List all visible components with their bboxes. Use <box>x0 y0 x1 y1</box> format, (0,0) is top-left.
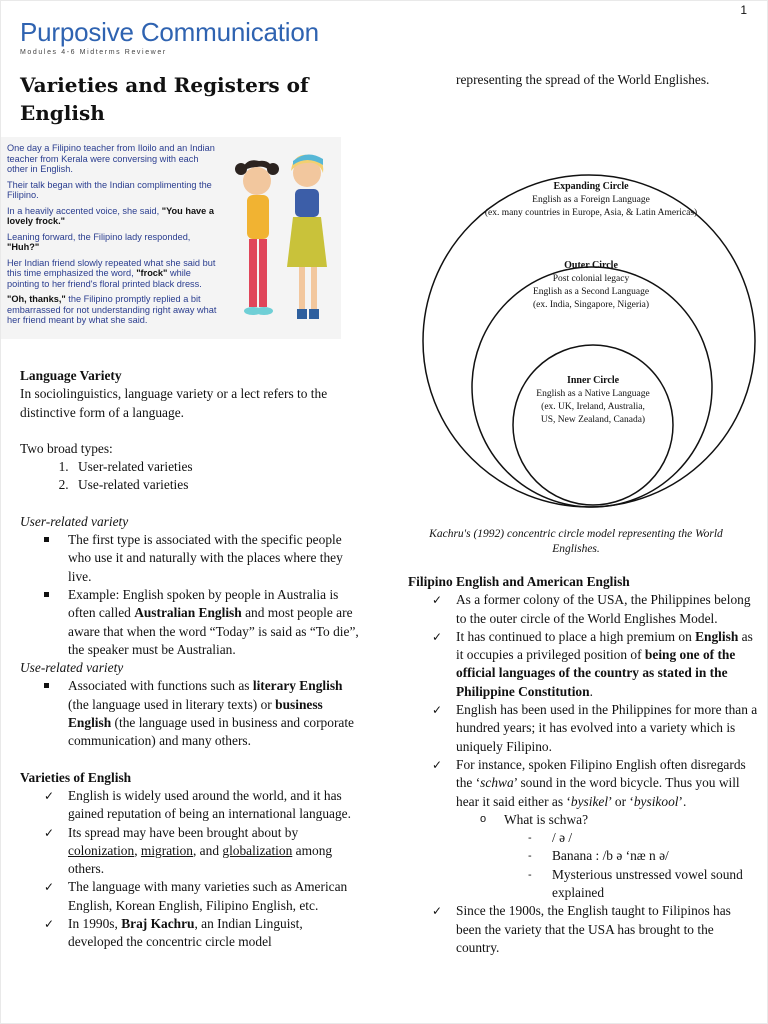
story-text-span: while pointing to her friend's floral printed black dress. <box>7 268 202 289</box>
document-subtitle: Modules 4-6 Midterms Reviewer <box>20 49 167 56</box>
list-item <box>504 811 758 902</box>
heading-language-variety: Language Variety <box>20 368 122 383</box>
story-text-span: In a heavily accented voice, she said, <box>7 205 162 216</box>
list-item: ✓ English has been used in the Philippines for more than a hundred years; it has evolved into a variety which is uniquely Filipino. <box>456 701 758 756</box>
list-item: ✓ As a former colony of the USA, the Philippines belong to the outer circle of the World Englishes Model. <box>456 591 758 628</box>
inner-circle <box>513 345 673 505</box>
continuation-text: representing the spread of the World Englishes. <box>456 72 710 87</box>
text-span: ’ or ‘ <box>608 793 634 809</box>
list-item <box>456 628 758 701</box>
types-intro: Two broad types: <box>20 440 113 456</box>
schwa-list <box>456 811 758 902</box>
list-item <box>68 824 360 879</box>
expanding-line: (ex. many countries in Europe, Asia, & Latin Americas) <box>484 208 698 218</box>
underlined-term: colonization <box>68 842 135 858</box>
schwa-detail-list <box>504 829 758 902</box>
outer-line: Post colonial legacy <box>552 274 630 284</box>
list-item <box>68 586 360 659</box>
list-item: ✓ English is widely used around the world, and it has gained reputation of being an international language. <box>68 787 360 824</box>
filipino-english-section <box>408 573 758 957</box>
text-span: as it occupies a privileged position of <box>456 628 753 663</box>
text-span: , and <box>192 842 223 858</box>
heading-filipino-american: Filipino English and American English <box>408 574 630 589</box>
list-item: ✓ The language with many varieties such as American English, Korean English, Filipino English, etc. <box>68 878 360 915</box>
text-span: and most people are aware that when the word “Today” is said as “To die”, the speaker must be Australian. <box>68 605 359 657</box>
heading-varieties: Varieties of English <box>20 769 132 785</box>
text-span: In 1990s, <box>68 916 122 932</box>
user-related-list <box>20 531 360 659</box>
expanding-line: English as a Foreign Language <box>532 195 650 205</box>
bold-term: Braj Kachru <box>121 916 195 932</box>
story-illustration <box>1 137 341 339</box>
inner-line: (ex. UK, Ireland, Australia, <box>541 402 645 412</box>
concentric-circle-diagram <box>421 161 757 521</box>
text-span: among others. <box>68 842 333 877</box>
heading-use-related: Use-related variety <box>20 660 124 676</box>
outer-line: (ex. India, Singapore, Nigeria) <box>532 300 650 310</box>
two-women-illustration <box>227 143 337 333</box>
story-text-span: Leaning forward, the Filipino lady responded, <box>7 231 191 242</box>
text-span: ’. <box>678 793 687 809</box>
list-item: - / ə / <box>552 829 758 847</box>
heading-user-related: User-related variety <box>20 513 129 529</box>
story-paragraph <box>7 258 221 290</box>
story-text <box>7 143 221 331</box>
inner-line: US, New Zealand, Canada) <box>540 415 646 425</box>
list-item <box>68 677 360 750</box>
list-item: - Mysterious unstressed vowel sound explained <box>552 866 758 903</box>
underlined-term: migration <box>140 842 193 858</box>
section-title: Varieties and Registers of English <box>20 73 309 125</box>
bold-term: business English <box>68 696 323 731</box>
story-text-span: the Filipino promptly replied a bit embarrassed for not understanding right away what her friend meant by what she said. <box>7 294 217 325</box>
bold-term: English <box>695 628 739 644</box>
text-span: (the language used in business and corporate communication) and many others. <box>68 715 355 749</box>
list-item <box>68 915 360 952</box>
list-item <box>456 756 758 902</box>
schwa-question: What is schwa? <box>504 811 589 827</box>
spacer <box>20 422 360 440</box>
page-number: 1 <box>740 3 747 17</box>
list-item: 2. Use-related varieties <box>72 476 360 494</box>
text-span: It has continued to place a high premium on <box>456 628 696 644</box>
expanding-circle <box>423 175 755 507</box>
story-paragraph: Their talk began with the Indian complimenting the Filipino. <box>7 179 212 200</box>
list-item: ✓ Since the 1900s, the English taught to Filipinos has been the variety that the USA has brought to the country. <box>456 902 758 957</box>
italic-term: schwa <box>480 775 514 791</box>
text-span: . <box>589 683 593 699</box>
text-span: , <box>134 842 141 858</box>
list-item: - Banana : /b ə ‘næ n ə/ <box>552 847 758 865</box>
diagram-caption: Kachru's (1992) concentric circle model representing the World Englishes. <box>429 528 723 555</box>
bold-term: being one of the official languages of the country as stated in the Philippine Constitution <box>456 647 736 699</box>
outer-line: English as a Second Language <box>532 287 650 297</box>
text-span: Its spread may have been brought about by <box>68 824 299 840</box>
story-paragraph <box>7 206 221 227</box>
spacer <box>20 495 360 513</box>
outer-title: Outer Circle <box>564 260 618 271</box>
bold-term: Australian English <box>134 605 242 621</box>
text-span: Example: English spoken by people in Australia is often called <box>68 586 339 621</box>
italic-term: bysikel <box>570 793 609 809</box>
list-item: 1. User-related varieties <box>72 458 360 476</box>
text-span: (the language used in literary texts) or <box>68 696 276 712</box>
story-text-span: Her Indian friend slowly repeated what she said but this time emphasized the word, <box>7 257 216 278</box>
definition-text: In sociolinguistics, language variety or a lect refers to the distinctive form of a language. <box>20 386 328 420</box>
text-span: Associated with functions such as <box>68 678 253 694</box>
use-related-list <box>20 677 360 750</box>
story-quote: "Oh, thanks," <box>7 294 66 304</box>
story-quote: "Huh?" <box>7 242 40 252</box>
underlined-term: globalization <box>222 842 293 858</box>
text-span: , an Indian Linguist, developed the concentric circle model <box>68 916 303 950</box>
expanding-title: Expanding Circle <box>553 181 629 192</box>
list-item: The first type is associated with the specific people who use it and naturally with the places where they live. <box>68 531 360 586</box>
story-paragraph <box>7 294 221 326</box>
spacer <box>20 751 360 769</box>
bold-term: literary English <box>252 678 343 694</box>
inner-title: Inner Circle <box>566 375 620 386</box>
story-quote: "frock" <box>136 268 168 278</box>
story-paragraph: One day a Filipino teacher from Iloilo and an Indian teacher from Kerala were conversing with each other in English. <box>7 143 215 174</box>
filipino-english-list <box>408 591 758 957</box>
text-span: ’ sound in the word bicycle. Thus you will hear it said either as ‘ <box>456 775 740 809</box>
left-column <box>20 367 360 952</box>
inner-line: English as a Native Language <box>536 389 650 399</box>
document-title: Purposive Communication <box>20 17 319 47</box>
story-quote: "You have a lovely frock." <box>7 205 214 226</box>
story-paragraph <box>7 232 221 253</box>
text-span: For instance, spoken Filipino English often disregards the ‘ <box>456 756 746 791</box>
italic-term: bysikool <box>633 793 679 809</box>
varieties-list <box>20 787 360 952</box>
types-list <box>20 458 360 495</box>
